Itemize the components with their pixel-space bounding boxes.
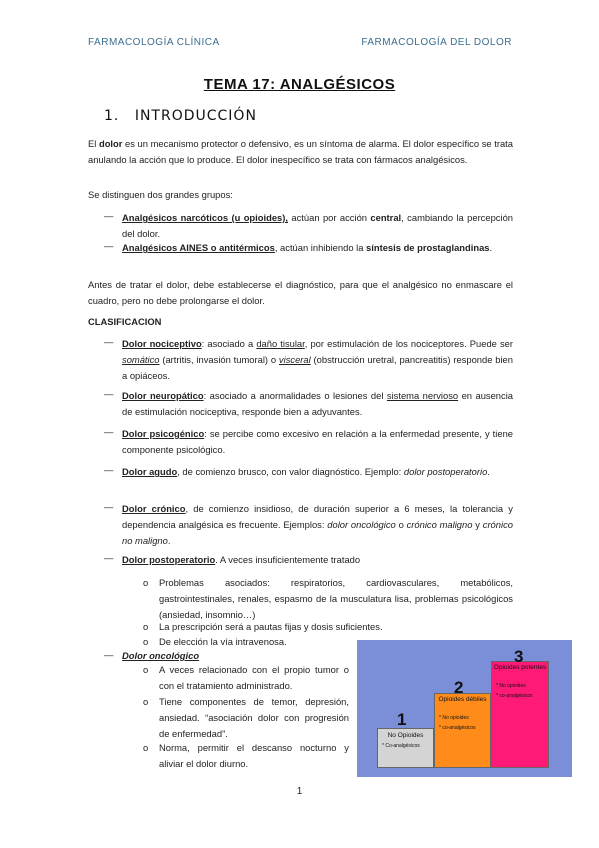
dash-bullet: —	[104, 426, 114, 437]
ladder-step-1	[377, 728, 434, 768]
step-3-number: 3	[514, 647, 524, 666]
sub-bullet: o	[143, 577, 149, 588]
header-left: FARMACOLOGÍA CLÍNICA	[88, 37, 220, 48]
page-title: TEMA 17: ANALGÉSICOS	[203, 76, 396, 93]
dolor-agudo: Dolor agudo, de comienzo brusco, con valor diagnóstico. Ejemplo: dolor postoperatorio.	[122, 466, 490, 477]
ladder-step-3	[491, 661, 549, 768]
dolor-nociceptivo: Dolor nociceptivo: asociado a daño tisular, por estimulación de los nociceptores. Puede ser somático (artritis, invasión tumoral) o visceral (obstrucción uretral, pancreatitis) responde bien a opiáceos.	[122, 338, 513, 381]
step-3-label: Opioides potentes	[493, 664, 547, 671]
sub-bullet: o	[143, 696, 149, 707]
dash-bullet: —	[104, 464, 114, 475]
onco-sub-2: Tiene componentes de temor, depresión, ansiedad. “asociación dolor con progresión de enfermedad”.	[159, 696, 349, 739]
dash-bullet: —	[104, 501, 114, 512]
step-2-item-2: * co-analgésicos	[439, 725, 476, 731]
intro-paragraph-1: El dolor es un mecanismo protector o defensivo, es un síntoma de alarma. El dolor específico se trata anulando la acción que lo produce. El dolor inespecífico se trata con fármacos analgésicos.	[88, 138, 513, 165]
sub-bullet: o	[143, 636, 149, 647]
sub-bullet: o	[143, 621, 149, 632]
dash-bullet: —	[104, 240, 114, 251]
step-3-item-1: * No opioides	[496, 683, 526, 689]
dolor-neuropatico: Dolor neuropático: asociado a anormalidades o lesiones del sistema nervioso en ausencia de estimulación nociceptiva, responde bien a adyuvantes.	[122, 390, 514, 417]
section-heading	[104, 108, 257, 124]
dash-bullet: —	[104, 336, 114, 347]
section-number: 1.	[104, 108, 120, 124]
dolor-cronico: Dolor crónico, de comienzo insidioso, de duración superior a 6 meses, la tolerancia y dependencia analgésica es frecuente. Ejemplos: dolor oncológico o crónico maligno y crónico no maligno.	[122, 503, 513, 546]
step-1-item: * Co-analgésicos	[382, 743, 420, 749]
step-1-number: 1	[397, 710, 407, 729]
postop-sub-2: La prescripción será a pautas fijas y dosis suficientes.	[159, 621, 383, 632]
dash-bullet: —	[104, 552, 114, 563]
header-right: FARMACOLOGÍA DEL DOLOR	[361, 37, 512, 48]
intro-paragraph-2: Se distinguen dos grandes grupos:	[88, 189, 233, 200]
step-3-item-2: * co-analgésicos	[496, 693, 533, 699]
dolor-oncologico: Dolor oncológico	[122, 650, 200, 661]
postop-sub-3: De elección la vía intravenosa.	[159, 636, 287, 647]
dolor-postoperatorio: Dolor postoperatorio. A veces insuficientemente tratado	[122, 554, 361, 565]
dolor-psicogenico: Dolor psicogénico: se percibe como excesivo en relación a la enfermedad presente, y tiene componente psicológico.	[122, 428, 513, 455]
onco-sub-3: Norma, permitir el descanso nocturno y aliviar el dolor diurno.	[159, 742, 349, 769]
sub-bullet: o	[143, 742, 149, 753]
dash-bullet: —	[104, 388, 114, 399]
dash-bullet: —	[104, 649, 114, 660]
step-2-number: 2	[454, 678, 464, 697]
postop-sub-1: Problemas asociados: respiratorios, cardiovasculares, metabólicos, gastrointestinales, renales, espasmo de la musculatura lisa, problemas psicológicos (ansiedad, insomnio…)	[159, 577, 513, 620]
group-opioids: Analgésicos narcóticos (u opioides), actúan por acción central, cambiando la percepción del dolor.	[122, 212, 513, 239]
ladder-step-2	[434, 693, 491, 768]
section-title: INTRODUCCIÓN	[134, 108, 257, 124]
dash-bullet: —	[104, 210, 114, 221]
sub-bullet: o	[143, 664, 149, 675]
onco-sub-1: A veces relacionado con el propio tumor o con el tratamiento administrado.	[159, 664, 349, 691]
analgesic-ladder	[357, 640, 572, 777]
step-2-label: Opioides débiles	[438, 696, 487, 703]
group-aines: Analgésicos AINES o antitérmicos, actúan inhibiendo la síntesis de prostaglandinas.	[122, 242, 493, 253]
clasificacion-heading: CLASIFICACION	[88, 316, 162, 327]
intro-paragraph-3: Antes de tratar el dolor, debe establecerse el diagnóstico, para que el analgésico no enmascare el cuadro, pero no debe prolongarse el dolor.	[88, 279, 513, 306]
page-number: 1	[296, 786, 303, 797]
step-2-item-1: * No opioides	[439, 715, 469, 721]
step-1-label: No Opioides	[387, 732, 424, 739]
